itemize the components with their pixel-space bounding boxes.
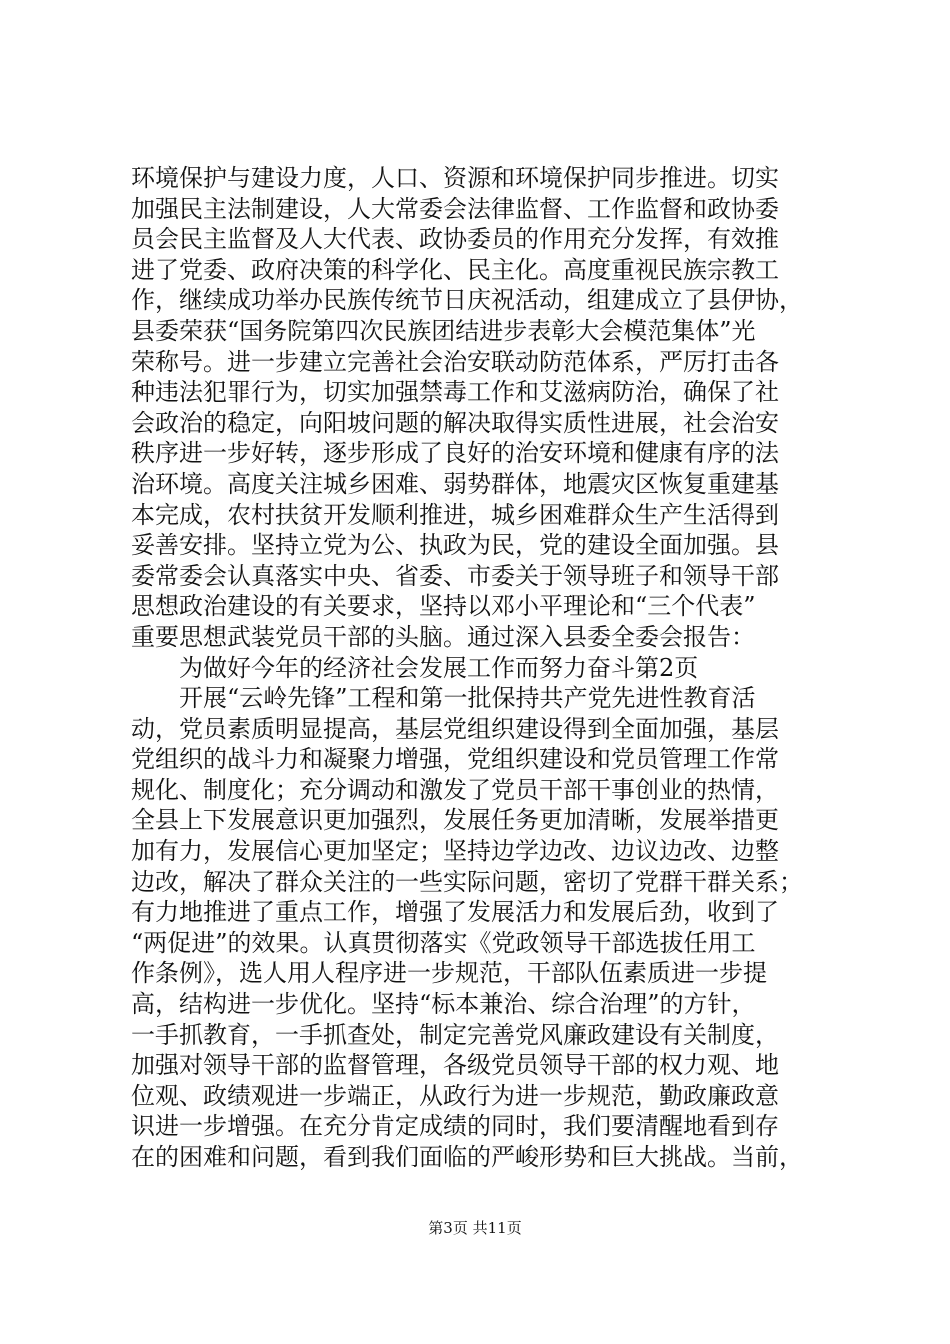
text-line: 开展“云岭先锋”工程和第一批保持共产党先进性教育活: [179, 684, 756, 713]
text-line: 一手抓教育，一手抓查处，制定完善党风廉政建设有关制度，: [131, 1020, 779, 1049]
text-line: 党组织的战斗力和凝聚力增强，党组织建设和党员管理工作常: [131, 745, 779, 774]
text-line: “两促进”的效果。认真贯彻落实《党政领导干部选拔任用工: [131, 928, 756, 957]
text-line: 有力地推进了重点工作，增强了发展活力和发展后劲，收到了: [131, 898, 779, 927]
section-heading: 为做好今年的经济社会发展工作而努力奋斗第2页: [179, 653, 699, 682]
text-line: 加强对领导干部的监督管理，各级党员领导干部的权力观、地: [131, 1051, 779, 1080]
page-number-footer: 第3页 共11页: [428, 1219, 522, 1237]
text-line: 秩序进一步好转，逐步形成了良好的治安环境和健康有序的法: [131, 439, 779, 468]
text-line: 全县上下发展意识更加强烈，发展任务更加清晰，发展举措更: [131, 806, 779, 835]
text-line: 识进一步增强。在充分肯定成绩的同时，我们要清醒地看到存: [131, 1112, 779, 1141]
text-line: 治环境。高度关注城乡困难、弱势群体，地震灾区恢复重建基: [131, 469, 779, 498]
text-line: 思想政治建设的有关要求，坚持以邓小平理论和“三个代表”: [131, 592, 756, 621]
text-line: 作条例》，选人用人程序进一步规范，干部队伍素质进一步提: [131, 959, 767, 988]
text-line: 边改，解决了群众关注的一些实际问题，密切了党群干群关系；: [131, 867, 803, 896]
text-line: 加强民主法制建设，人大常委会法律监督、工作监督和政协委: [131, 194, 779, 223]
text-line: 员会民主监督及人大代表、政协委员的作用充分发挥，有效推: [131, 225, 779, 254]
text-line: 位观、政绩观进一步端正，从政行为进一步规范，勤政廉政意: [131, 1081, 779, 1110]
text-line: 县委荣获“国务院第四次民族团结进步表彰大会模范集体”光: [131, 316, 756, 345]
text-line: 本完成，农村扶贫开发顺利推进，城乡困难群众生产生活得到: [131, 500, 779, 529]
text-line: 环境保护与建设力度，人口、资源和环境保护同步推进。切实: [131, 164, 779, 192]
body-text: [131, 163, 831, 1173]
text-line: 加有力，发展信心更加坚定；坚持边学边改、边议边改、边整: [131, 837, 779, 866]
text-line: 规化、制度化；充分调动和激发了党员干部干事创业的热情，: [131, 775, 779, 804]
text-line: 在的困难和问题，看到我们面临的严峻形势和巨大挑战。当前，: [131, 1143, 803, 1171]
text-line: 种违法犯罪行为，切实加强禁毒工作和艾滋病防治，确保了社: [131, 378, 779, 407]
text-line: 荣称号。进一步建立完善社会治安联动防范体系，严厉打击各: [131, 347, 779, 376]
text-line: 妥善安排。坚持立党为公、执政为民，党的建设全面加强。县: [131, 531, 779, 560]
text-line: 会政治的稳定，向阳坡问题的解决取得实质性进展，社会治安: [131, 408, 779, 437]
text-line: 动，党员素质明显提高，基层党组织建设得到全面加强，基层: [131, 714, 779, 743]
text-line: 进了党委、政府决策的科学化、民主化。高度重视民族宗教工: [131, 255, 779, 284]
text-line: 高，结构进一步优化。坚持“标本兼治、综合治理”的方针，: [131, 990, 756, 1019]
text-line: 重要思想武装党员干部的头脑。通过深入县委全委会报告：: [131, 622, 755, 651]
text-line: 委常委会认真落实中央、省委、市委关于领导班子和领导干部: [131, 561, 779, 590]
text-line: 作，继续成功举办民族传统节日庆祝活动，组建成立了县伊协，: [131, 286, 803, 315]
